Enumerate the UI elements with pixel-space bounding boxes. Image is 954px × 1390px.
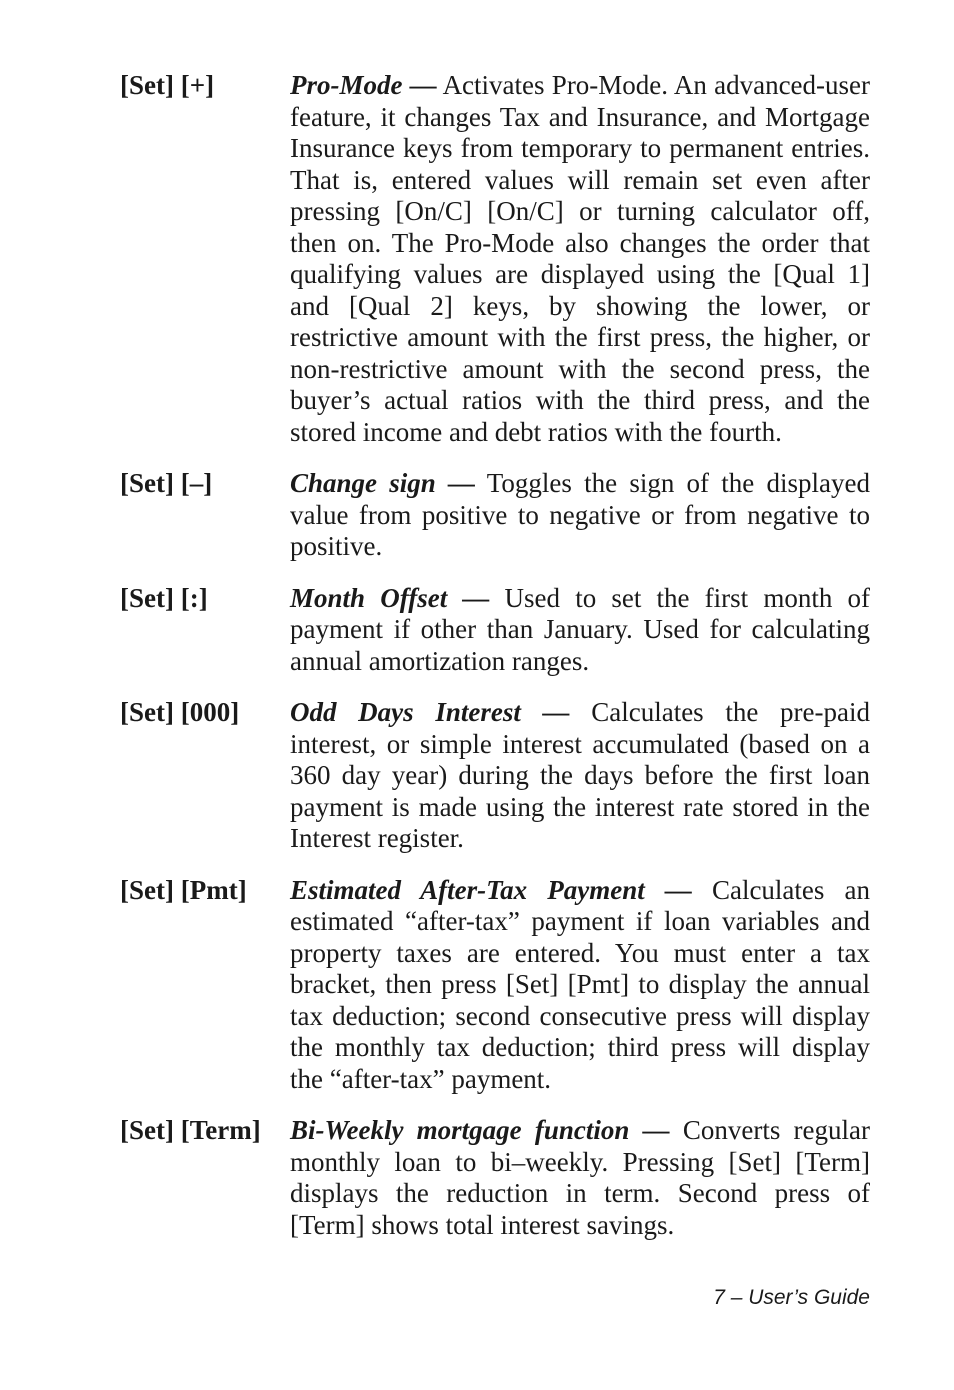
entry-after-tax-payment [120,875,870,1096]
entry-description [290,468,870,563]
entry-description [290,583,870,678]
entry-change-sign [120,468,870,563]
entry-odd-days-interest [120,697,870,855]
entry-text: Activates Pro-Mode. An advanced-user feature, it changes Tax and Insurance, and Mortgage Insurance keys from temporary to permanent entries. That is, entered values will remain set even after pressing [On/C] [On/C] or turning calculator off, then on. The Pro-Mode also changes the order that qualifying values are displayed using the [Qual 1] and [Qual 2] keys, by showing the lower, or restrictive amount with the first press, the higher, or non-restrictive amount with the second press, the buyer’s actual ratios with the third press, and the stored income and debt ratios with the fourth. [290,70,871,447]
entry-text: Calculates the pre-paid interest, or simple interest accumulated (based on a 360 day year) during the days before the first loan payment is made using the interest rate stored in the Interest register. [290,697,870,853]
entry-term: Month Offset — [290,582,490,613]
entry-description [290,697,870,855]
entry-pro-mode [120,70,870,448]
entry-text: Used to set the first month of payment if other than January. Used for calculating annual amortization ranges. [290,582,871,676]
entry-bi-weekly [120,1115,870,1241]
entry-description [290,70,870,448]
key-label: [Set] [:] [120,582,208,613]
entry-term: Odd Days Interest — [290,697,570,727]
entry-text: Toggles the sign of the displayed value from positive to negative or from negative to positive. [290,468,870,561]
entry-text: Calculates an estimated “after-tax” payment if loan variables and property taxes are entered. You must enter a tax bracket, then press [Set] [Pmt] to display the annual tax deduction; second consecutive press will display the monthly tax deduction; third press will display the “after-tax” payment. [290,874,871,1094]
entry-term: Pro-Mode — [290,70,437,100]
page-content [120,70,870,1241]
key-label: [Set] [000] [120,697,240,727]
key-label: [Set] [–] [120,468,213,498]
key-label: [Set] [+] [120,70,215,100]
entry-term: Change sign — [290,468,476,498]
entry-description [290,1115,870,1241]
entry-term: Estimated After-Tax Payment — [290,874,692,905]
entry-term: Bi-Weekly mortgage function — [290,1115,670,1145]
key-label: [Set] [Pmt] [120,874,247,905]
entry-month-offset [120,583,870,678]
entry-description [290,875,870,1096]
page-footer: 7 – User’s Guide [713,1286,870,1309]
key-label: [Set] [Term] [120,1115,261,1145]
entry-text: Converts regular monthly loan to bi–weekly. Pressing [Set] [Term] displays the reduction in term. Second press of [Term] shows total interest savings. [290,1115,871,1240]
